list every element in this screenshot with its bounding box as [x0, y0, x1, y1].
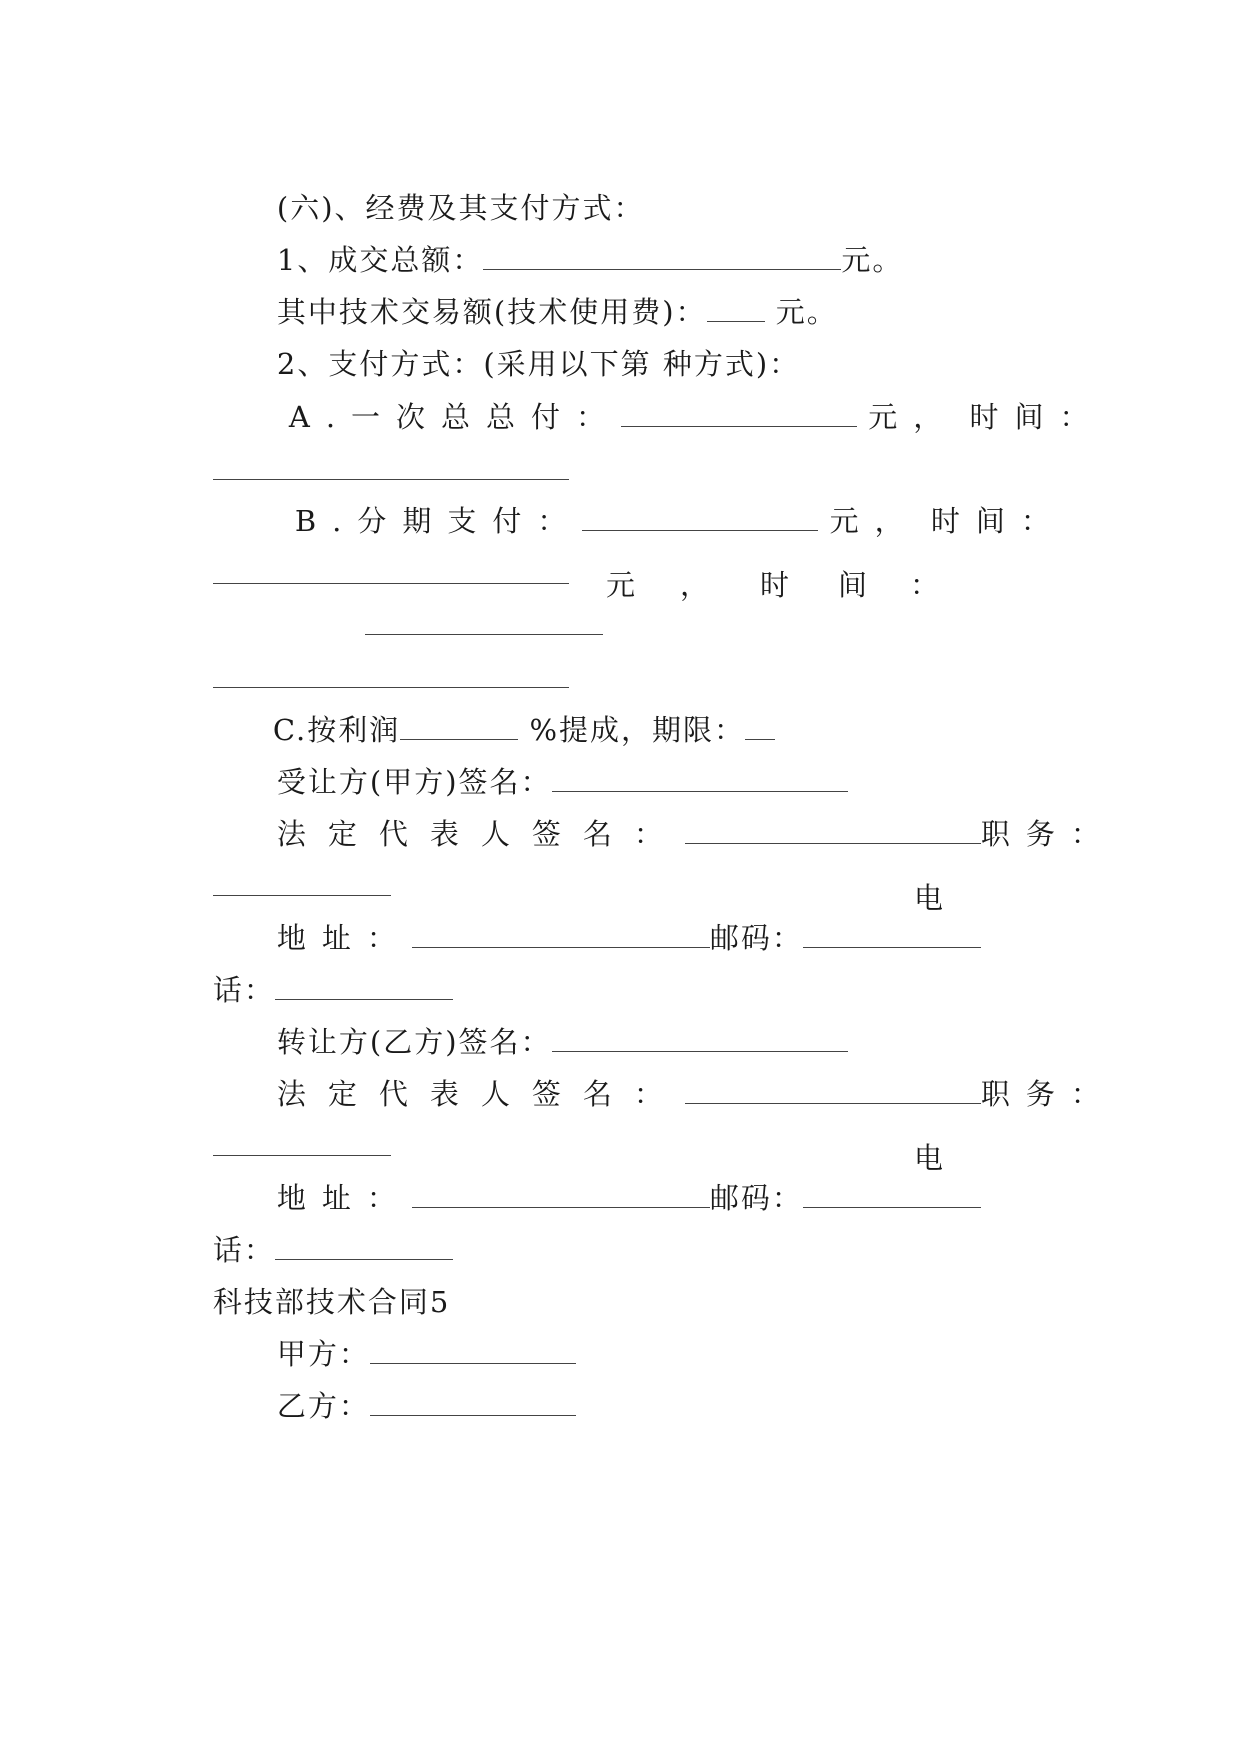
option-b-amount-blank[interactable] — [582, 503, 818, 531]
option-c-label: C.按利润 — [272, 713, 401, 747]
party-a-postcode-blank[interactable] — [803, 920, 981, 948]
option-b2-time: 时 — [760, 568, 792, 602]
option-a-time: 时间： — [969, 400, 1105, 434]
option-a-amount-blank[interactable] — [621, 399, 857, 427]
option-b2-line — [320, 565, 603, 605]
party-b-phone-line — [168, 1190, 453, 1267]
party-a-rep-blank[interactable] — [685, 816, 981, 844]
party-b-rep-blank[interactable] — [685, 1076, 981, 1104]
party-a-address-line — [232, 878, 981, 955]
party-a-postcode-label: 邮码： — [709, 921, 803, 955]
yi-blank[interactable] — [370, 1388, 576, 1416]
next-title-text: 科技部技术合同5 — [212, 1285, 451, 1319]
option-b2-comma: ， — [680, 568, 712, 602]
option-a-line — [244, 357, 1105, 434]
option-c-percent: %提成，期限： — [529, 713, 746, 747]
party-a-phone-label: 话： — [212, 973, 275, 1007]
tech-fee-line — [232, 252, 838, 329]
option-b-unit: 元， — [829, 504, 920, 538]
option-b2-colon: ： — [910, 568, 942, 602]
option-b-time-line — [168, 514, 569, 554]
party-b-postcode-label: 邮码： — [709, 1181, 803, 1215]
party-b-position-line — [168, 1086, 391, 1126]
party-b-address-label: 地址： — [276, 1181, 412, 1215]
tech-fee-unit: 元。 — [775, 295, 838, 329]
party-b-sign-label: 转让方(乙方)签名： — [276, 1025, 552, 1059]
total-label: 1、成交总额： — [276, 243, 484, 277]
jia-label: 甲方： — [276, 1337, 370, 1371]
party-b-address-line — [232, 1138, 981, 1215]
yi-line — [232, 1346, 576, 1423]
payment-method-line — [232, 304, 801, 381]
party-a-rep-label: 法定代表人签名： — [276, 817, 685, 851]
option-b2-unit: 元 — [606, 568, 638, 602]
total-amount-line — [232, 200, 904, 277]
party-a-sign-line — [232, 722, 848, 799]
next-contract-title — [168, 1242, 451, 1319]
jia-line — [232, 1294, 576, 1371]
party-a-rep-line — [232, 774, 1116, 851]
option-b-line — [250, 461, 1066, 538]
party-a-phone-line — [168, 930, 453, 1007]
party-a-phone-char: 电 — [914, 881, 946, 915]
party-b-rep-label: 法定代表人签名： — [276, 1077, 685, 1111]
option-a-unit: 元， — [868, 400, 959, 434]
heading-text: (六)、经费及其支付方式： — [276, 191, 645, 225]
party-a-sign-label: 受让方(甲方)签名： — [276, 765, 552, 799]
option-c-line — [228, 670, 775, 747]
party-a-address-blank[interactable] — [412, 920, 710, 948]
total-unit: 元。 — [841, 243, 904, 277]
party-a-position-label: 职务： — [980, 817, 1116, 851]
option-a-time-line — [168, 410, 569, 450]
tech-fee-label: 其中技术交易额(技术使用费)： — [276, 295, 707, 329]
party-b-position-label: 职务： — [980, 1077, 1116, 1111]
party-b-sign-line — [232, 982, 848, 1059]
party-a-address-label: 地址： — [276, 921, 412, 955]
option-b2-time-line — [168, 618, 569, 658]
option-b-label: B.分期支付： — [294, 504, 583, 538]
payment-method-text: 2、支付方式：(采用以下第 种方式)： — [276, 347, 801, 381]
party-b-phone-char: 电 — [914, 1141, 946, 1175]
party-a-position-line — [168, 826, 391, 866]
party-b-phone-label: 话： — [212, 1233, 275, 1267]
party-b-postcode-blank[interactable] — [803, 1180, 981, 1208]
option-a-label: A.一次总总付： — [288, 400, 622, 434]
yi-label: 乙方： — [276, 1389, 370, 1423]
option-b-time: 时间： — [930, 504, 1066, 538]
option-b2-time2: 间 — [838, 568, 870, 602]
party-b-address-blank[interactable] — [412, 1180, 710, 1208]
section-heading — [232, 148, 645, 225]
party-b-rep-line — [232, 1034, 1116, 1111]
